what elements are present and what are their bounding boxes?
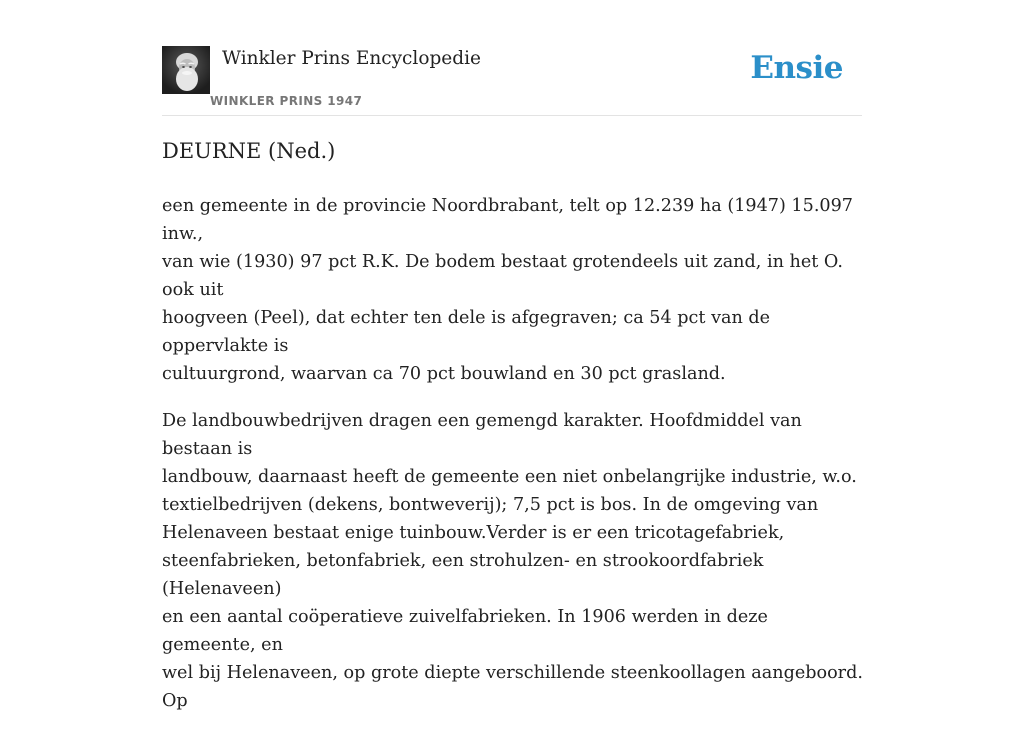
source-label[interactable]: WINKLER PRINS 1947	[210, 94, 363, 108]
article-paragraph: De landbouwbedrijven dragen een gemengd karakter. Hoofdmiddel van bestaan is landbouw, daarnaast heeft de gemeente een niet onbelangrijke industrie, w.o. textielbedrijven (dekens, bontweverij); 7,5 pct is bos. In de omgeving van Helenaveen bestaat enige tuinbouw.Verder is er een tricotagefabriek, steenfabrieken, betonfabriek, een strohulzen- en strookoordfabriek (Helenaveen) en een aantal coöperatieve zuivelfabrieken. In 1906 werden in deze gemeente, en wel bij Helenaveen, op grote diepte verschillende steenkoollagen aangeboord. Op	[162, 411, 863, 711]
article-body	[162, 192, 866, 734]
article-paragraph: een gemeente in de provincie Noordbrabant, telt op 12.239 ha (1947) 15.097 inw., van wie (1930) 97 pct R.K. De bodem bestaat grotendeels uit zand, in het O. ook uit hoogveen (Peel), dat echter ten dele is afgegraven; ca 54 pct van de oppervlakte is cultuurgrond, waarvan ca 70 pct bouwland en 30 pct grasland.	[162, 196, 853, 384]
site-title[interactable]: Winkler Prins Encyclopedie	[222, 48, 481, 69]
author-avatar[interactable]	[162, 46, 210, 94]
article-title: DEURNE (Ned.)	[162, 139, 336, 163]
portrait-image	[162, 46, 210, 94]
brand-logo[interactable]: Ensie	[750, 50, 843, 86]
site-header	[162, 46, 862, 116]
header-divider	[162, 115, 862, 116]
